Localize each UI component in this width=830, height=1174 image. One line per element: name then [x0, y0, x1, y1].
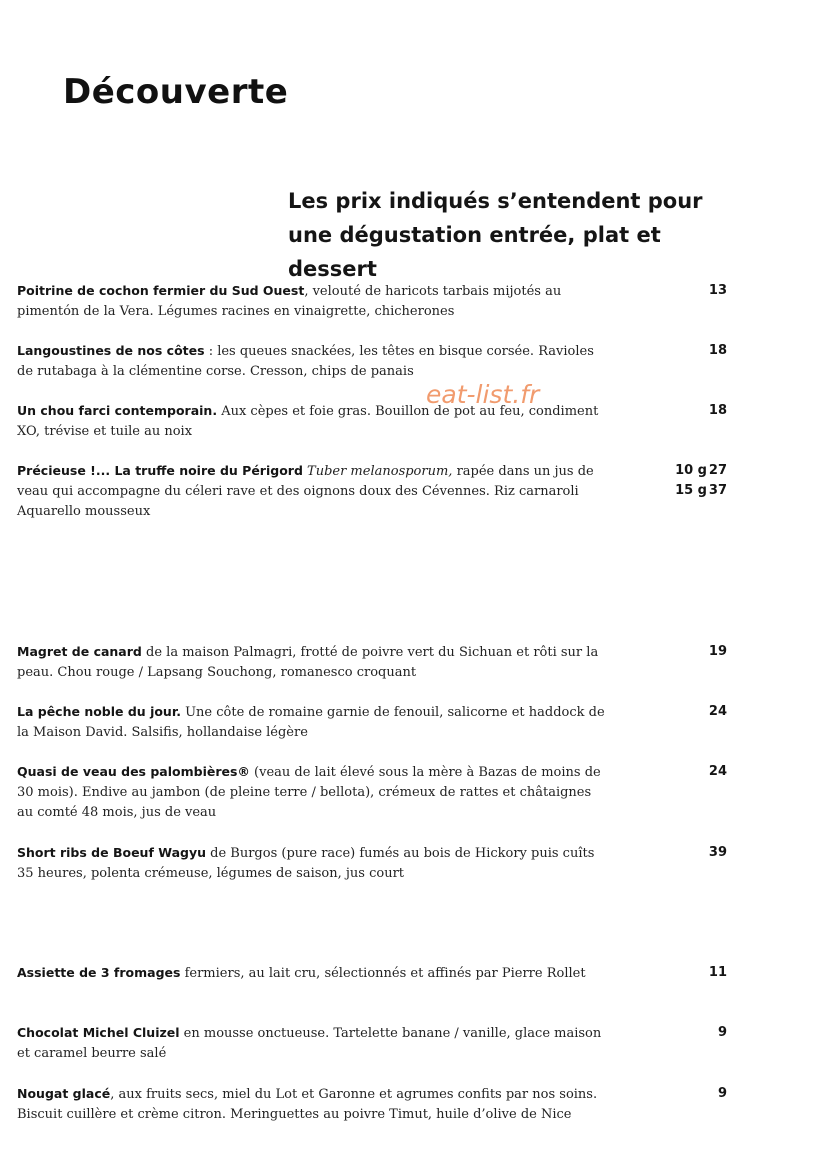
menu-item-price: 37	[708, 483, 727, 498]
menu-item	[17, 1023, 737, 1064]
menu-item-text: fermiers, au lait cru, sélectionnés et affinés par Pierre Rollet	[180, 966, 586, 981]
menu-item	[17, 963, 737, 984]
menu-item-description	[17, 762, 607, 823]
menu-item-description	[17, 1084, 607, 1125]
menu-item-text: : les queues snackées, les têtes en bisque corsée. Ravioles de rutabaga à la clémentine corse. Cresson, chips de panais	[17, 344, 594, 379]
menu-item-description	[17, 281, 607, 322]
menu-item	[17, 401, 737, 442]
menu-item-price: 11	[708, 965, 727, 980]
menu-item-weight: 15 g	[675, 483, 707, 498]
page-title: Découverte	[63, 72, 289, 112]
menu-item-price: 24	[708, 704, 727, 719]
menu-item-price: 24	[708, 764, 727, 779]
menu-item-text: en mousse onctueuse. Tartelette banane / vanille, glace maison et caramel beurre salé	[17, 1026, 602, 1061]
menu-item-description	[17, 341, 607, 382]
menu-item-name: Assiette de 3 fromages	[17, 965, 181, 980]
menu-item-price: 19	[708, 644, 727, 659]
menu-item-description	[17, 843, 607, 884]
menu-item-price: 39	[708, 845, 727, 860]
menu-item-text: , velouté de haricots tarbais mijotés au pimentón de la Vera. Légumes racines en vinaigrette, chicherones	[17, 284, 562, 319]
menu-item-text: , aux fruits secs, miel du Lot et Garonne et agrumes confits par nos soins. Biscuit cuillère et crème citron. Meringuettes au poivre Timut, huile d’olive de Nice	[17, 1087, 598, 1122]
menu-item-description	[17, 642, 607, 683]
menu-item-name: Précieuse !... La truffe noire du Périgord	[17, 463, 303, 478]
menu-item-latin-name: Tuber melanosporum,	[307, 464, 453, 479]
menu-item-weight: 10 g	[675, 463, 707, 478]
menu-item-name: Poitrine de cochon fermier du Sud Ouest	[17, 283, 305, 298]
menu-item-name: Quasi de veau des palombières®	[17, 764, 250, 779]
menu-item-text: de la maison Palmagri, frotté de poivre vert du Sichuan et rôti sur la peau. Chou rouge / Lapsang Souchong, romanesco croquant	[17, 645, 599, 680]
menu-item-weights	[663, 461, 707, 501]
menu-item	[17, 642, 737, 683]
menu-item	[17, 281, 737, 322]
menu-item-price: 9	[717, 1086, 727, 1101]
menu-item-description	[17, 1023, 607, 1064]
menu-item	[17, 341, 737, 382]
menu-item-name: Chocolat Michel Cluizel	[17, 1025, 180, 1040]
menu-item-name: Langoustines de nos côtes	[17, 343, 205, 358]
menu-item-prices	[709, 461, 727, 501]
menu-item-text: Aux cèpes et foie gras. Bouillon de pot au feu, condiment XO, trévise et tuile au noix	[17, 404, 599, 439]
menu-item-text: rapée dans un jus de veau qui accompagne du céleri rave et des oignons doux des Cévennes. Riz carnaroli Aquarello mousseux	[17, 464, 594, 519]
menu-item-price: 18	[708, 343, 727, 358]
menu-item-description	[17, 401, 607, 442]
menu-item-text: de Burgos (pure race) fumés au bois de Hickory puis cuîts 35 heures, polenta crémeuse, légumes de saison, jus court	[17, 846, 595, 881]
menu-item-name: Un chou farci contemporain.	[17, 403, 218, 418]
pricing-note: Les prix indiqués s’entendent pour une dégustation entrée, plat et dessert	[288, 189, 703, 281]
menu-item-name: Short ribs de Boeuf Wagyu	[17, 845, 207, 860]
menu-item-price: 9	[717, 1025, 727, 1040]
menu-item-name: La pêche noble du jour.	[17, 704, 181, 719]
menu-item	[17, 1084, 737, 1125]
menu-item-price: 13	[708, 283, 727, 298]
menu-item-text: Une côte de romaine garnie de fenouil, salicorne et haddock de la Maison David. Salsifis, hollandaise légère	[17, 705, 605, 740]
menu-item	[17, 702, 737, 743]
watermark: eat-list.fr	[426, 380, 540, 409]
menu-item-description	[17, 702, 607, 743]
menu-item-name: Magret de canard	[17, 644, 142, 659]
menu-item-text: (veau de lait élevé sous la mère à Bazas de moins de 30 mois). Endive au jambon (de pleine terre / bellota), crémeux de rattes et châtaignes au comté 48 mois, jus de veau	[17, 765, 601, 820]
menu-item	[17, 762, 737, 823]
menu-item-name: Nougat glacé	[17, 1086, 111, 1101]
menu-item	[17, 843, 737, 884]
menu-item-description	[17, 963, 607, 984]
menu-item	[17, 461, 737, 522]
menu-item-description	[17, 461, 607, 522]
menu-item-price: 27	[708, 463, 727, 478]
menu-item-price: 18	[708, 403, 727, 418]
